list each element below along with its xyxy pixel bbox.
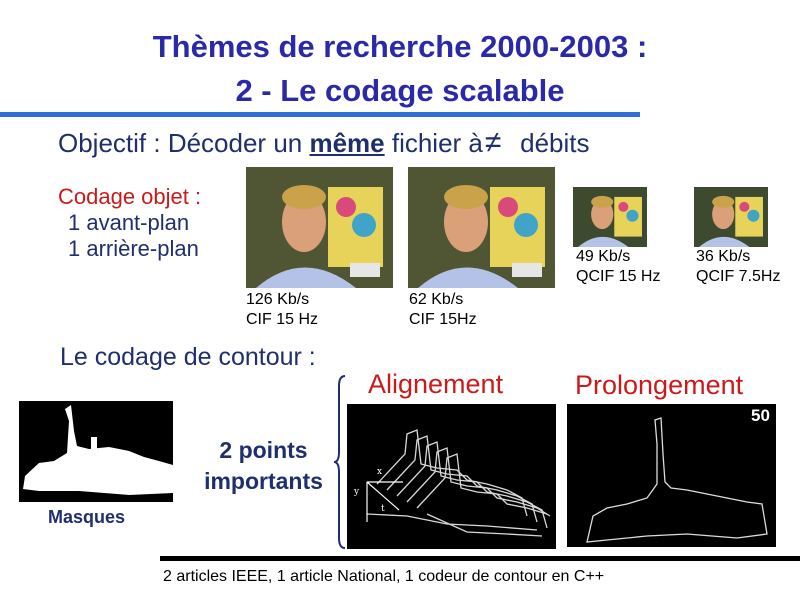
video-frame-cif-126	[246, 167, 393, 288]
axis-y-label: y	[354, 487, 360, 497]
key-points-line-1: 2 points	[219, 437, 308, 463]
not-equal-symbol	[483, 126, 513, 159]
footer-text: 2 articles IEEE, 1 article National, 1 codeur de contour en C++	[163, 568, 605, 585]
objective-prefix: Objectif : Décoder un	[58, 128, 310, 158]
objective-line	[58, 128, 590, 159]
caption-format: CIF 15Hz	[409, 311, 477, 328]
caption-rate: 36 Kb/s	[696, 248, 751, 265]
frame-number: 50	[751, 406, 770, 425]
caption-frame-1	[246, 290, 318, 330]
axis-t-label: t	[381, 504, 385, 514]
key-points-line-2: importants	[204, 468, 323, 494]
title-divider	[0, 112, 640, 117]
codage-objet-item-2: 1 arrière-plan	[68, 236, 199, 261]
alignment-image	[347, 404, 556, 549]
caption-frame-4	[696, 247, 780, 287]
objective-suffix: débits	[512, 128, 590, 158]
page-title: Thèmes de recherche 2000-2003 :	[152, 29, 648, 64]
caption-rate: 126 Kb/s	[246, 291, 310, 308]
codage-objet-item-1: 1 avant-plan	[68, 210, 190, 235]
key-points-label	[186, 435, 341, 497]
brace-bracket	[333, 374, 347, 550]
codage-objet-heading: Codage objet :	[58, 184, 202, 209]
axis-x-label: x	[377, 467, 383, 477]
caption-frame-3	[576, 247, 660, 287]
contour-heading: Le codage de contour :	[60, 343, 316, 371]
footer-divider	[160, 556, 800, 561]
caption-frame-2	[409, 290, 477, 330]
extension-label: Prolongement	[575, 370, 744, 400]
alignment-label: Alignement	[368, 369, 504, 399]
caption-rate: 49 Kb/s	[576, 248, 631, 265]
objective-emphasis: même	[309, 128, 385, 158]
video-frame-qcif-49	[573, 187, 647, 247]
codage-objet-block	[58, 184, 201, 262]
caption-format: QCIF 7.5Hz	[696, 268, 781, 285]
page-subtitle: 2 - Le codage scalable	[235, 73, 565, 108]
mask-image	[19, 401, 173, 502]
caption-format: QCIF 15 Hz	[576, 268, 661, 285]
caption-format: CIF 15 Hz	[246, 311, 319, 328]
video-frame-cif-62	[408, 167, 555, 288]
objective-middle: fichier à	[384, 128, 483, 158]
extension-image	[567, 404, 776, 547]
not-equal-glyph: ≠	[484, 126, 502, 159]
caption-rate: 62 Kb/s	[409, 291, 464, 308]
video-frame-qcif-36	[694, 187, 768, 247]
masks-label: Masques	[48, 507, 126, 527]
